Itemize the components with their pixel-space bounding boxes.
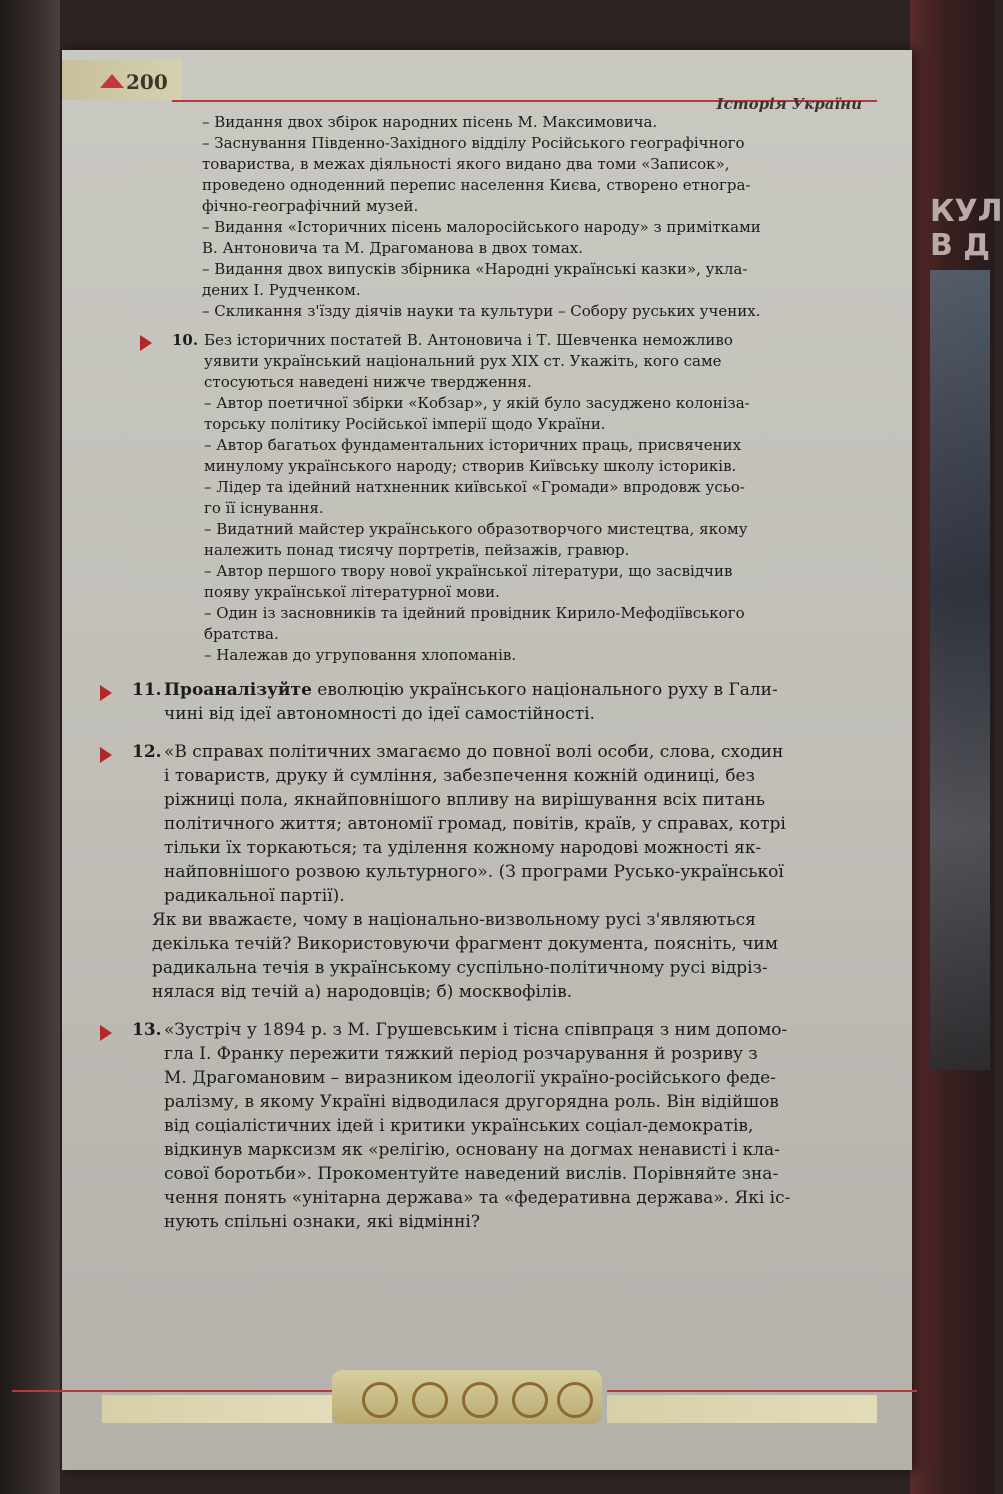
intro-line: дених І. Рудченком. [202,281,361,299]
task-line: чині від ідеї автономності до ідеї самостійності. [164,704,595,724]
task-number: 13. [132,1020,162,1040]
task-line: належить понад тисячу портретів, пейзажів, гравюр. [204,541,630,559]
background-left [0,0,60,1494]
task-10 [142,330,882,666]
task-line: минулому українського народу; створив Київську школу істориків. [204,457,737,475]
task-line: гла І. Франку пережити тяжкий період розчарування й розриву з [164,1044,758,1064]
task-line: – Автор багатьох фундаментальних історичних праць, присвячених [204,436,742,454]
task-line: від соціалістичних ідей і критики українських соціал-демократів, [164,1116,754,1136]
background-right-book [910,0,1003,1494]
task-line: – Видатний майстер українського образотворчого мистецтва, якому [204,520,748,538]
task-line: уявити український національний рух XIX ст. Укажіть, кого саме [204,352,722,370]
task-marker-icon [100,685,112,701]
task-line: М. Драгомановим – виразником ідеології україно-російського феде- [164,1068,776,1088]
right-book-text-2: В Д [930,228,991,263]
task-line: найповнішого розвою культурного». (З програми Русько-української [164,862,784,882]
task-line: Без історичних постатей В. Антоновича і Т. Шевченка неможливо [204,331,733,349]
task-body [204,330,882,666]
footer-rule-right [607,1390,917,1392]
task-line: – Один із засновників та ідейний провідник Кирило-Мефодіївського [204,604,745,622]
page-number: 200 [126,70,168,94]
task-line: «Зустріч у 1894 р. з М. Грушевським і тісна співпраця з ним допомо- [164,1020,788,1040]
task-line: «В справах політичних змагаємо до повної волі особи, слова, сходин [164,742,784,762]
task-line: нують спільні ознаки, які відмінні? [164,1212,480,1232]
task-12 [102,740,882,1004]
task-line: братства. [204,625,279,643]
task-verb: Проаналізуйте [164,680,312,700]
task-13 [102,1018,882,1234]
footer-band-left [102,1395,332,1423]
page-number-icon [100,74,124,88]
task-line: – Лідер та ідейний натхненник київської «Громади» впродовж усьо- [204,478,745,496]
task-line: ралізму, в якому Україні відводилася другорядна роль. Він відійшов [164,1092,779,1112]
task-line: – Автор першого твору нової української літератури, що засвідчив [204,562,733,580]
ornament-swirl [412,1382,448,1418]
task-body [164,678,882,726]
task-line: стосуються наведені нижче твердження. [204,373,532,391]
task-number: 11. [132,680,162,700]
task-line: нялася від течій а) народовців; б) москвофілів. [152,982,573,1002]
task-marker-icon [140,335,152,351]
task-line: го її існування. [204,499,324,517]
task-line: сової боротьби». Прокоментуйте наведений вислів. Порівняйте зна- [164,1164,779,1184]
task-body [152,740,882,1004]
intro-line: – Видання двох збірок народних пісень М. Максимовича. [202,113,658,131]
right-book-text-1: КУЛ [930,194,1003,229]
task-11 [102,678,882,726]
task-line [164,678,882,702]
task-line: радикальна течія в українському суспільно-політичному русі відріз- [152,958,768,978]
right-book-photo [930,270,990,1070]
footer-ornament [332,1370,602,1424]
task-line: політичного життя; автономії громад, повітів, країв, у справах, котрі [164,814,786,834]
task-text: еволюцію українського національного руху в Гали- [311,680,778,700]
task-line: тільки їх торкаються; та уділення кожному народові можності як- [164,838,762,858]
ornament-swirl [462,1382,498,1418]
task-marker-icon [100,747,112,763]
task-line: ріжниці пола, якнайповнішого впливу на вирішування всіх питань [164,790,766,810]
ornament-swirl [557,1382,593,1418]
footer-band-right [607,1395,877,1423]
task-number: 12. [132,742,162,762]
task-line: появу української літературної мови. [204,583,500,601]
task-line: – Автор поетичної збірки «Кобзар», у якій було засуджено колоніза- [204,394,750,412]
ornament-swirl [512,1382,548,1418]
intro-list [202,112,882,322]
task-line: – Належав до угруповання хлопоманів. [204,646,517,664]
intro-line: проведено одноденний перепис населення Києва, створено етногра- [202,176,751,194]
textbook-page [62,50,912,1470]
intro-line: товариства, в межах діяльності якого видано два томи «Записок», [202,155,730,173]
task-line: відкинув марксизм як «релігію, основану на догмах ненависті і кла- [164,1140,780,1160]
task-line: і товариств, друку й сумління, забезпечення кожній одиниці, без [164,766,755,786]
page-text [102,112,882,1234]
intro-line: фічно-географічний музей. [202,197,419,215]
right-book-label [930,195,1003,263]
task-line: чення понять «унітарна держава» та «федеративна держава». Які іс- [164,1188,791,1208]
task-line: Як ви вважаєте, чому в національно-визвольному русі з'являються [152,910,756,930]
intro-line: В. Антоновича та М. Драгоманова в двох томах. [202,239,583,257]
intro-line: – Скликання з'їзду діячів науки та культури – Собору руських учених. [202,302,761,320]
task-line: торську політику Російської імперії щодо України. [204,415,606,433]
footer-rule-left [12,1390,332,1392]
task-marker-icon [100,1025,112,1041]
task-line: декілька течій? Використовуючи фрагмент документа, поясніть, чим [152,934,778,954]
ornament-swirl [362,1382,398,1418]
intro-line: – Заснування Південно-Західного відділу Російського географічного [202,134,745,152]
book-title: Історія України [716,95,862,113]
intro-line: – Видання двох випусків збірника «Народні українські казки», укла- [202,260,748,278]
intro-line: – Видання «Історичних пісень малоросійського народу» з примітками [202,218,761,236]
task-line: радикальної партії). [164,886,345,906]
task-number: 10. [172,331,199,349]
task-body [164,1018,882,1234]
